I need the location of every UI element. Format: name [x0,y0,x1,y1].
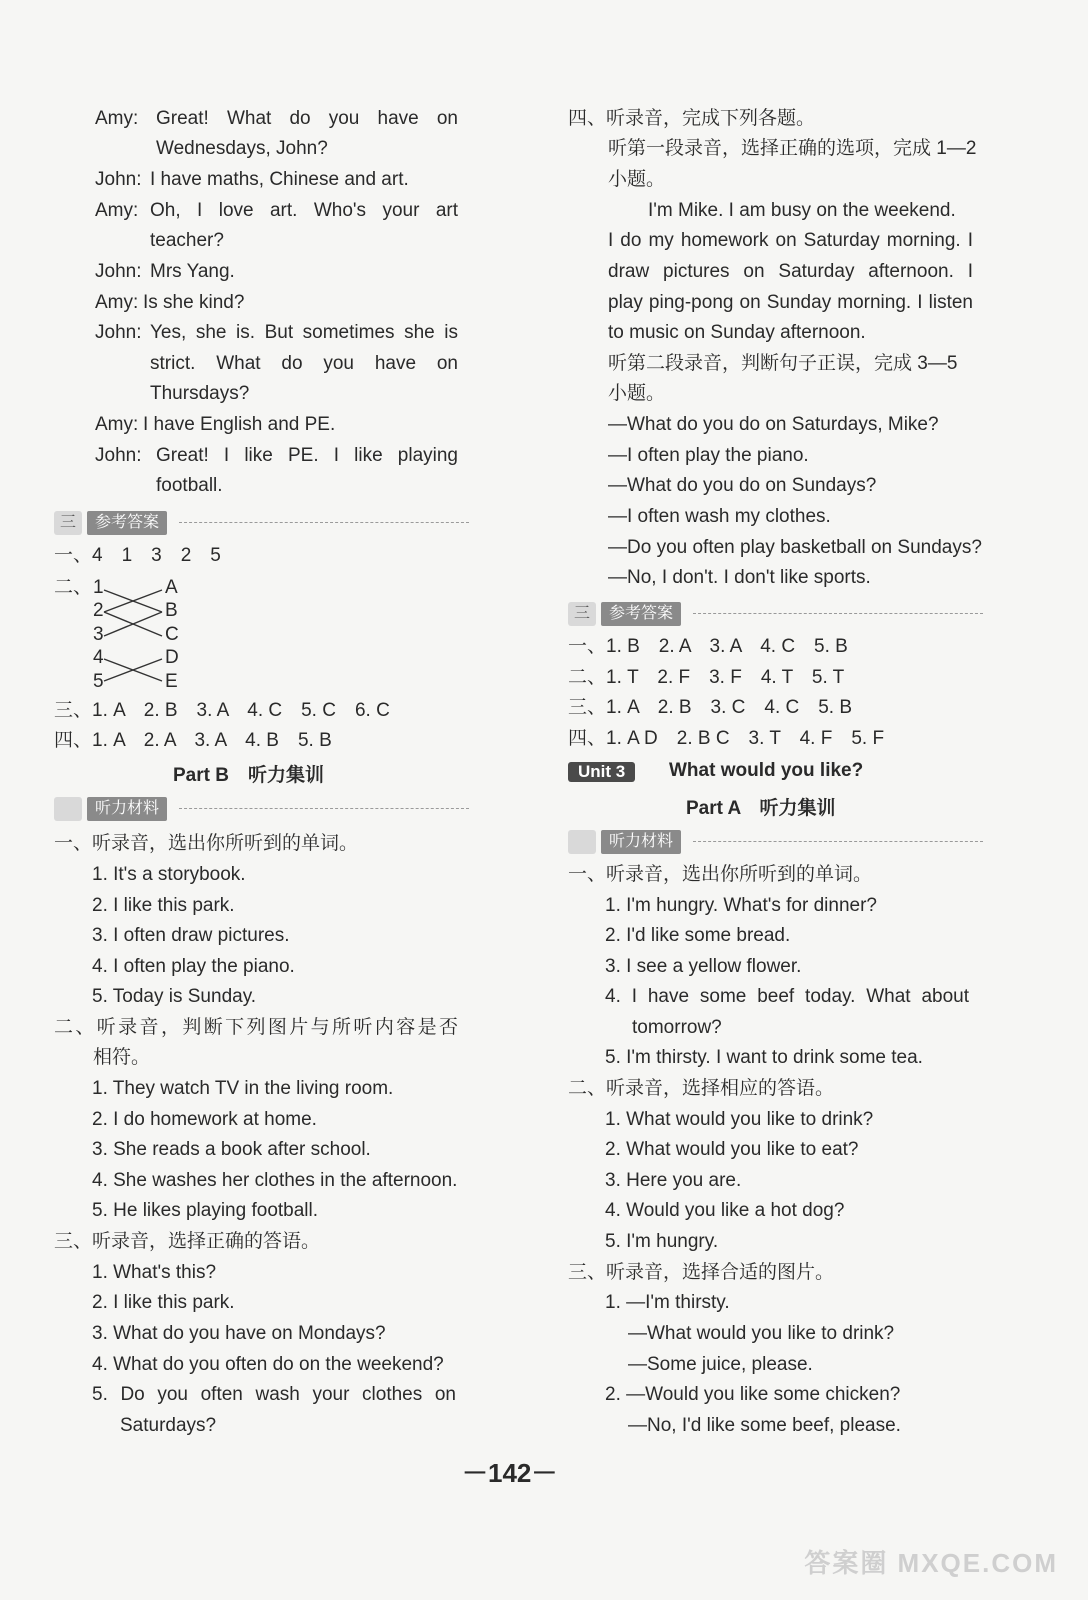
question-item: 1. They watch TV in the living room. [92,1078,394,1099]
dialogue-speaker: John: [95,261,142,282]
question-sub: 小题。 [608,383,666,404]
dialogue-line: football. [156,475,223,496]
question-item: 3. She reads a book after school. [92,1139,371,1160]
unit-title: What would you like? [669,760,864,781]
dialogue-line: Oh, I love art. Who's your art [150,200,458,221]
match-right: D [165,647,179,668]
question-item: 2. I do homework at home. [92,1109,317,1130]
question-item: tomorrow? [632,1017,722,1038]
question-item: 5. I'm hungry. [605,1231,719,1252]
answer-line: 三、1. A 2. B 3. A 4. C 5. C 6. C [54,700,390,721]
match-right: E [165,671,178,692]
question-item: 2. I like this park. [92,895,235,916]
match-left: 5 [93,671,104,692]
answer-line: 一、1. B 2. A 3. A 4. C 5. B [568,636,848,657]
dialogue-line: Thursdays? [150,383,250,404]
dialogue-speaker: Amy: [95,200,139,221]
question-item: 3. I often draw pictures. [92,925,290,946]
answers-header [54,511,469,535]
answers-icon: 三 [568,602,596,626]
question-item: 2. I'd like some bread. [605,925,791,946]
question-title: 二、听录音，判断下列图片与所听内容是否 [54,1017,458,1038]
section-title: Part A 听力集训 [686,798,836,819]
dialogue-line: —I often play the piano. [608,445,809,466]
question-item: 4. What do you often do on the weekend? [92,1354,444,1375]
answer-line: 一、4 1 3 2 5 [54,545,221,566]
question-item: —What would you like to drink? [628,1323,895,1344]
divider [179,522,469,523]
question-title: 一、听录音，选出你所听到的单词。 [568,864,873,885]
question-item: 4. Would you like a hot dog? [605,1200,845,1221]
question-item: Saturdays? [120,1415,217,1436]
question-item: 2. What would you like to eat? [605,1139,859,1160]
dialogue-line: Great! What do you have on [156,108,458,129]
dialogue-line: Is she kind? [143,292,245,313]
question-item: 1. What's this? [92,1262,217,1283]
material-header [568,830,983,854]
dialogue-line: Wednesdays, John? [156,138,328,159]
answer-line: 四、1. A 2. A 3. A 4. B 5. B [54,730,332,751]
dialogue-line: —I often wash my clothes. [608,506,831,527]
question-item: 1. It's a storybook. [92,864,246,885]
watermark: 答案圈 MXQE.COM [804,1548,1058,1578]
dialogue-speaker: John: [95,322,142,343]
match-left: 1 [93,577,104,598]
question-item: 2. I like this park. [92,1292,235,1313]
dialogue-line: —No, I don't. I don't like sports. [608,567,871,588]
question-item: 5. He likes playing football. [92,1200,319,1221]
question-item: 1. —I'm thirsty. [605,1292,730,1313]
answer-label: 二、 [54,577,93,598]
dialogue-line: strict. What do you have on [150,353,458,374]
answer-line: 四、1. A D 2. B C 3. T 4. F 5. F [568,728,885,749]
dialogue-line: —What do you do on Saturdays, Mike? [608,414,939,435]
divider [693,841,983,842]
passage-line: I'm Mike. I am busy on the weekend. [648,200,956,221]
question-title: 一、听录音，选出你所听到的单词。 [54,833,359,854]
question-sub: 听第二段录音，判断句子正误，完成 3—5 [608,353,958,374]
answer-line: 三、1. A 2. B 3. C 4. C 5. B [568,697,853,718]
dialogue-line: Mrs Yang. [150,261,235,282]
question-item: 4. I have some beef today. What about [605,986,969,1007]
question-item: 3. Here you are. [605,1170,742,1191]
question-item: 3. What do you have on Mondays? [92,1323,386,1344]
match-right: B [165,600,178,621]
dialogue-speaker: Amy: [95,108,139,129]
answers-header [568,602,983,626]
dialogue-line: I have maths, Chinese and art. [150,169,409,190]
question-title: 二、听录音，选择相应的答语。 [568,1078,835,1099]
passage-line: I do my homework on Saturday morning. I [608,230,973,251]
dialogue-speaker: John: [95,445,142,466]
question-item: —Some juice, please. [628,1354,813,1375]
answers-label: 参考答案 [87,511,167,535]
material-label: 听力材料 [601,830,681,854]
page-number: －142－ [462,1458,558,1488]
answer-line: 二、1. T 2. F 3. F 4. T 5. T [568,667,845,688]
section-title: Part B 听力集训 [173,765,324,786]
question-item: 4. I often play the piano. [92,956,295,977]
matching-lines [100,580,170,685]
dialogue-line: I have English and PE. [143,414,336,435]
question-title: 三、听录音，选择合适的图片。 [568,1262,835,1283]
dialogue-line: Yes, she is. But sometimes she is [150,322,458,343]
question-item: 5. Do you often wash your clothes on [92,1384,456,1405]
match-left: 2 [93,600,104,621]
question-item: 4. She washes her clothes in the afternoon. [92,1170,458,1191]
question-title: 四、听录音，完成下列各题。 [568,108,816,129]
dialogue-speaker: Amy: [95,414,139,435]
divider [179,808,469,809]
answers-icon: 三 [54,511,82,535]
question-item: —No, I'd like some beef, please. [628,1415,901,1436]
dialogue-line: Great! I like PE. I like playing [156,445,458,466]
question-sub: 小题。 [608,169,666,190]
match-left: 4 [93,647,104,668]
dialogue-line: teacher? [150,230,224,251]
question-item: 2. —Would you like some chicken? [605,1384,901,1405]
material-label: 听力材料 [87,797,167,821]
question-title: 相符。 [93,1047,151,1068]
question-sub: 听第一段录音，选择正确的选项，完成 1—2 [608,138,977,159]
answers-label: 参考答案 [601,602,681,626]
headphones-icon [54,797,82,821]
divider [693,613,983,614]
dialogue-line: —What do you do on Sundays? [608,475,877,496]
match-left: 3 [93,624,104,645]
passage-line: draw pictures on Saturday afternoon. I [608,261,973,282]
passage-line: to music on Sunday afternoon. [608,322,866,343]
question-title: 三、听录音，选择正确的答语。 [54,1231,321,1252]
question-item: 1. I'm hungry. What's for dinner? [605,895,877,916]
passage-line: play ping-pong on Sunday morning. I listen [608,292,973,313]
question-item: 5. Today is Sunday. [92,986,257,1007]
question-item: 1. What would you like to drink? [605,1109,874,1130]
match-right: A [165,577,178,598]
dialogue-line: —Do you often play basketball on Sundays? [608,537,982,558]
question-item: 3. I see a yellow flower. [605,956,802,977]
unit-badge: Unit 3 [568,762,635,782]
headphones-icon [568,830,596,854]
match-right: C [165,624,179,645]
material-header [54,797,469,821]
dialogue-speaker: John: [95,169,142,190]
dialogue-speaker: Amy: [95,292,139,313]
question-item: 5. I'm thirsty. I want to drink some tea. [605,1047,923,1068]
